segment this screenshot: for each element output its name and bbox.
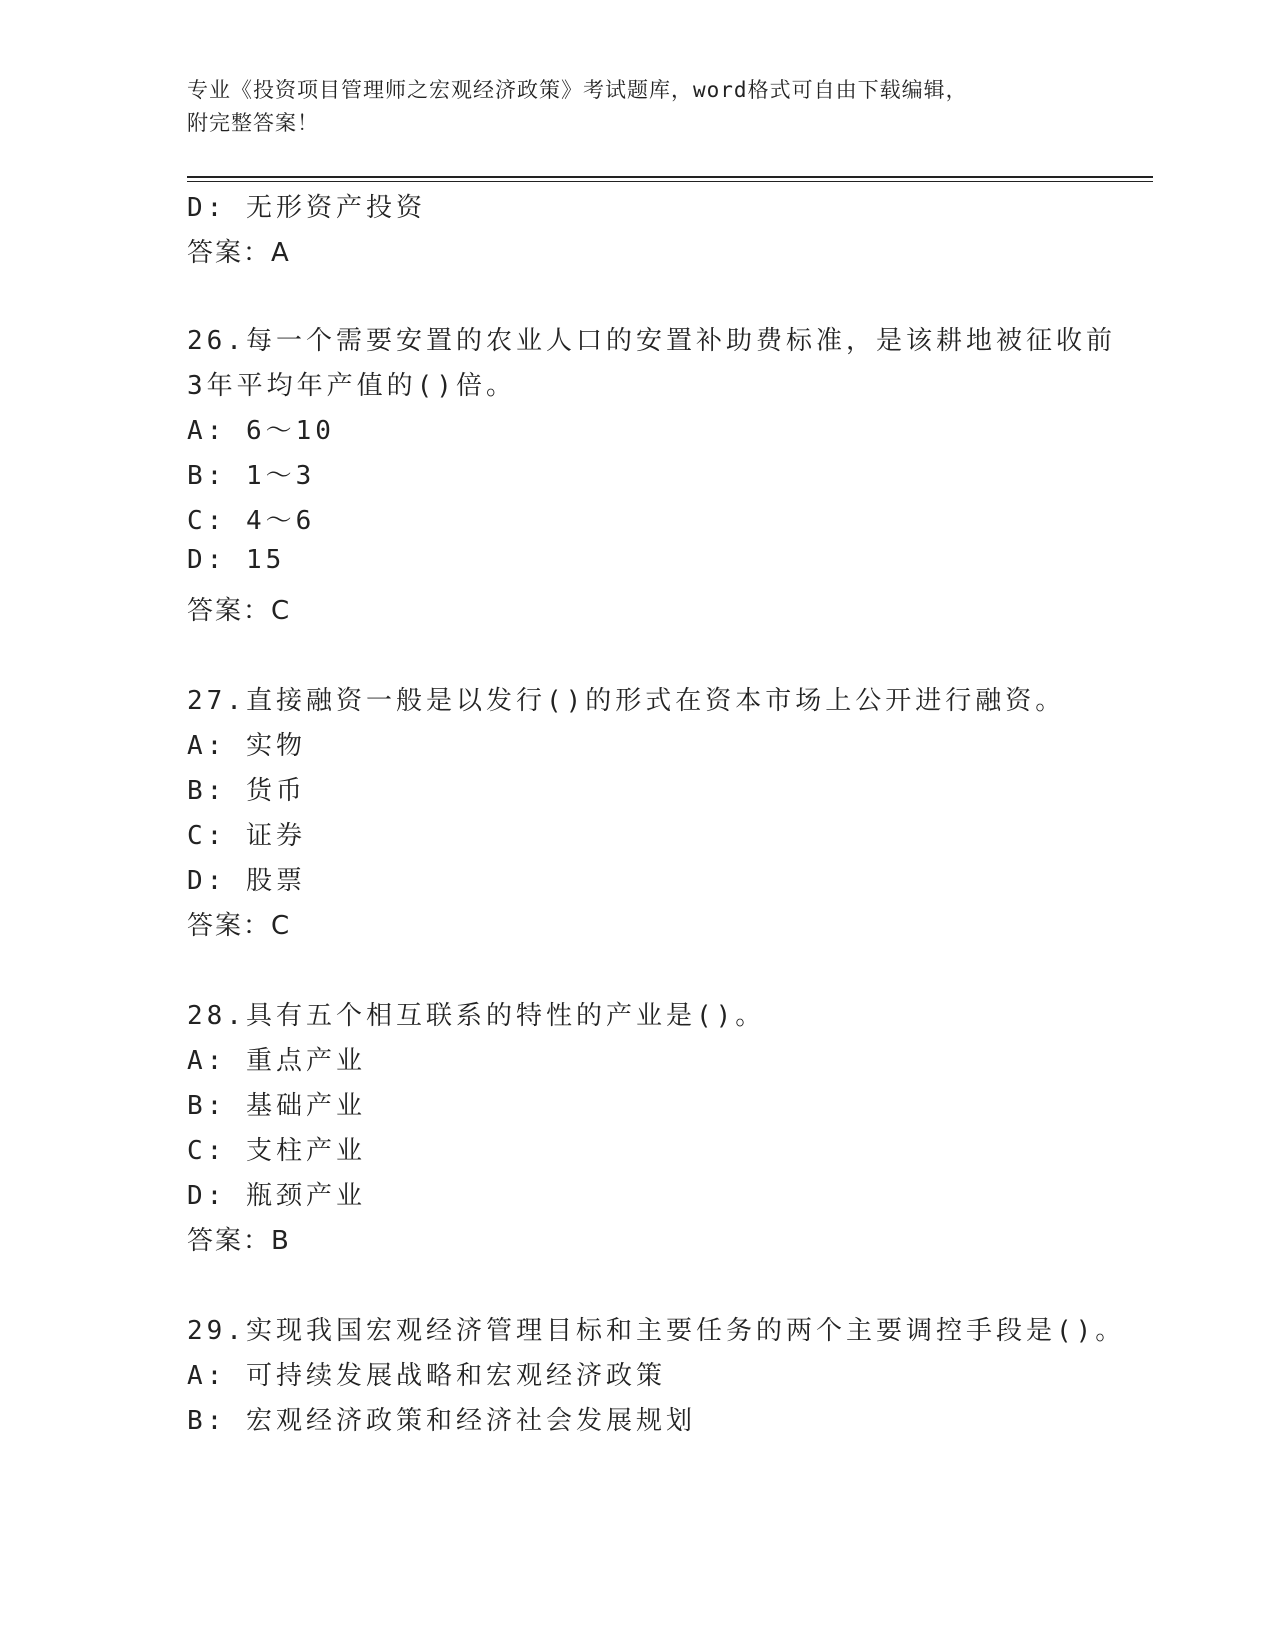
prev-answer: 答案：A: [187, 238, 291, 268]
document-header: [187, 74, 1067, 140]
q28-answer: 答案：B: [187, 1226, 291, 1256]
q28-option-c: C: 支柱产业: [187, 1136, 366, 1166]
q28-option-d: D: 瓶颈产业: [187, 1181, 366, 1211]
q27-answer: 答案：C: [187, 911, 292, 941]
header-line-2: 附完整答案！: [187, 111, 319, 135]
header-line-1: 专业《投资项目管理师之宏观经济政策》考试题库，word格式可自由下载编辑，: [187, 78, 968, 102]
q26-option-a: A: 6～10: [187, 416, 335, 446]
q26-stem-line-2: 3年平均年产值的()倍。: [187, 371, 516, 401]
q27-option-c: C: 证券: [187, 821, 306, 851]
q27-stem-line-1: 27.直接融资一般是以发行()的形式在资本市场上公开进行融资。: [187, 686, 1066, 716]
q28-option-b: B: 基础产业: [187, 1091, 366, 1121]
q27-option-a: A: 实物: [187, 731, 306, 761]
q26-option-d: D: 15: [187, 545, 286, 575]
header-rule-thin: [187, 181, 1153, 182]
q27-option-d: D: 股票: [187, 866, 306, 896]
q27-option-b: B: 货币: [187, 776, 306, 806]
q29-option-a: A: 可持续发展战略和宏观经济政策: [187, 1361, 666, 1391]
q29-stem-line-1: 29.实现我国宏观经济管理目标和主要任务的两个主要调控手段是()。: [187, 1316, 1126, 1346]
q28-stem-line-1: 28.具有五个相互联系的特性的产业是()。: [187, 1001, 766, 1031]
q29-option-b: B: 宏观经济政策和经济社会发展规划: [187, 1406, 696, 1436]
header-rule-thick: [187, 176, 1153, 178]
q26-stem-line-1: 26.每一个需要安置的农业人口的安置补助费标准，是该耕地被征收前: [187, 326, 1116, 356]
q26-option-b: B: 1～3: [187, 461, 316, 491]
q28-option-a: A: 重点产业: [187, 1046, 366, 1076]
prev-option-d: D: 无形资产投资: [187, 193, 426, 223]
q26-option-c: C: 4～6: [187, 506, 316, 536]
q26-answer: 答案：C: [187, 596, 292, 626]
